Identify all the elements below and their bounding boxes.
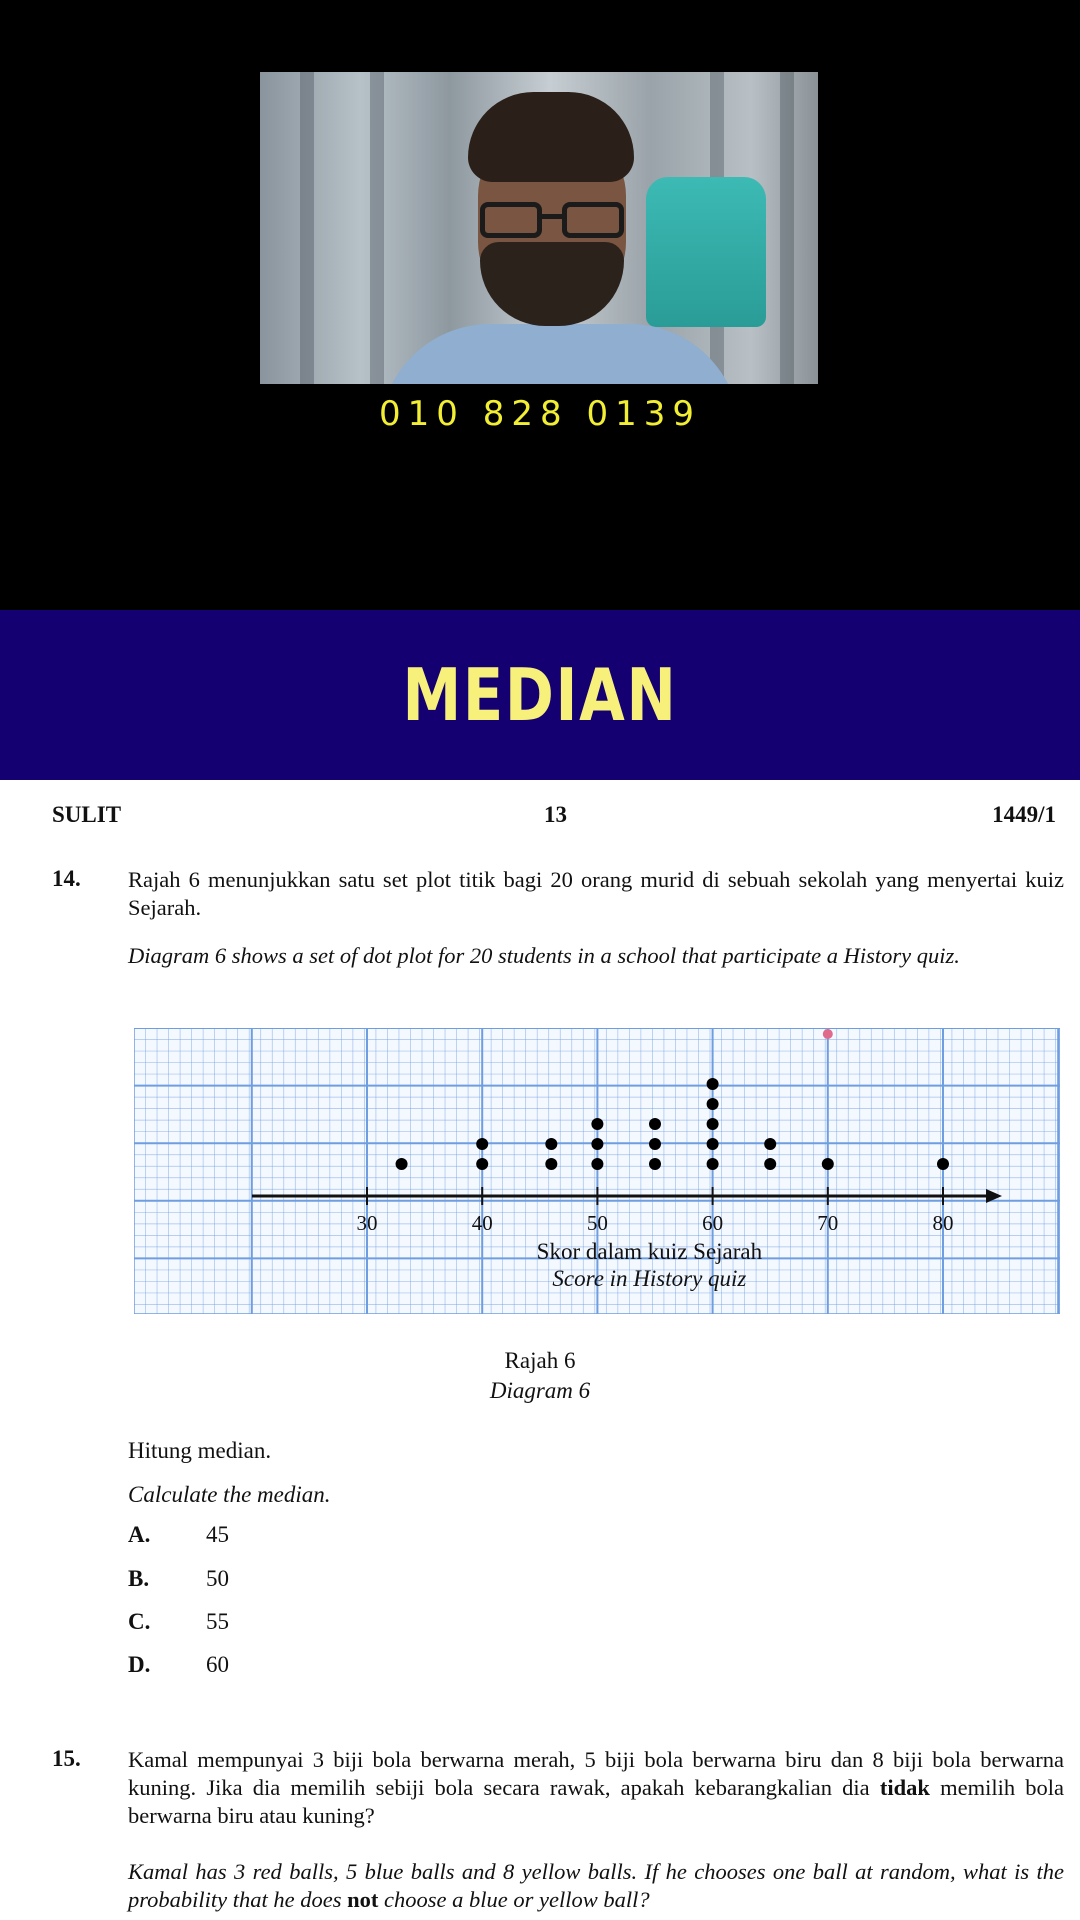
question-15-text-ms: Kamal mempunyai 3 biji bola berwarna merah, 5 biji bola berwarna biru dan 8 biji bola berwarna kuning. Jika dia memilih sebiji bola secara rawak, apakah kebarangkalian dia tidak memilih bola berwarna biru atau kuning?: [128, 1747, 1065, 1828]
dot-plot: [134, 1028, 1060, 1314]
dot-point-60: [707, 1138, 719, 1150]
dot-point-46: [545, 1158, 557, 1170]
x-tick-label-40: 40: [471, 1211, 493, 1235]
video-panel: [0, 0, 1080, 610]
x-tick-label-50: 50: [586, 1211, 608, 1235]
option-a-value: 45: [206, 1522, 229, 1547]
option-d-letter: D.: [128, 1652, 151, 1677]
x-tick-label-60: 60: [702, 1211, 724, 1235]
dot-point-33: [396, 1158, 408, 1170]
dot-point-80: [937, 1158, 949, 1170]
instruction-en: Calculate the median.: [128, 1482, 331, 1507]
banner-title: MEDIAN: [402, 653, 678, 737]
option-b-letter: B.: [128, 1566, 150, 1591]
option-b-value: 50: [206, 1566, 229, 1591]
dot-point-70: [822, 1158, 834, 1170]
question-15-text-en: Kamal has 3 red balls, 5 blue balls and 8 yellow balls. If he chooses one ball at random, what is the probability that he does not choose a blue or yellow ball?: [128, 1859, 1064, 1912]
x-tick-label-70: 70: [817, 1211, 839, 1235]
title-banner: [0, 610, 1080, 780]
dot-point-40: [476, 1138, 488, 1150]
question-14-text-ms: Rajah 6 menunjukkan satu set plot titik bagi 20 orang murid di sebuah sekolah yang menyertai kuiz Sejarah.: [128, 867, 1064, 920]
diagram-caption-en: Diagram 6: [489, 1378, 591, 1403]
dot-point-46: [545, 1138, 557, 1150]
x-tick-label-30: 30: [356, 1211, 378, 1235]
x-axis-label-ms: Skor dalam kuiz Sejarah: [536, 1239, 763, 1264]
dot-point-55: [649, 1158, 661, 1170]
dot-point-65: [764, 1158, 776, 1170]
dot-point-60: [707, 1158, 719, 1170]
question-14-text-en: Diagram 6 shows a set of dot plot for 20 students in a school that participate a History quiz.: [128, 943, 960, 968]
option-c-letter: C.: [128, 1609, 151, 1634]
dot-point-50: [591, 1158, 603, 1170]
dot-point-60: [707, 1098, 719, 1110]
x-tick-label-80: 80: [932, 1211, 954, 1235]
instruction-ms: Hitung median.: [128, 1438, 272, 1463]
diagram-caption-ms: Rajah 6: [504, 1348, 576, 1373]
dot-point-55: [649, 1118, 661, 1130]
option-c-value: 55: [206, 1609, 229, 1634]
exam-page: [0, 780, 1080, 1920]
header-page-number: 13: [544, 802, 567, 827]
dot-point-60: [707, 1118, 719, 1130]
option-d-value: 60: [206, 1652, 229, 1677]
question-15-number: 15.: [52, 1746, 81, 1771]
marker-dot: [823, 1029, 833, 1039]
dot-point-55: [649, 1138, 661, 1150]
dot-point-50: [591, 1118, 603, 1130]
dot-point-50: [591, 1138, 603, 1150]
presenter-avatar: [420, 92, 680, 384]
dot-point-65: [764, 1138, 776, 1150]
dot-plot-svg: [134, 1028, 1060, 1314]
question-14-number: 14.: [52, 866, 81, 891]
x-axis-label-en: Score in History quiz: [552, 1266, 747, 1291]
dot-point-40: [476, 1158, 488, 1170]
webcam-feed: [260, 72, 818, 384]
header-paper-code: 1449/1: [992, 802, 1056, 827]
phone-number: 010 828 0139: [379, 394, 701, 434]
header-left: SULIT: [52, 802, 122, 827]
dot-point-60: [707, 1078, 719, 1090]
option-a-letter: A.: [128, 1522, 151, 1547]
